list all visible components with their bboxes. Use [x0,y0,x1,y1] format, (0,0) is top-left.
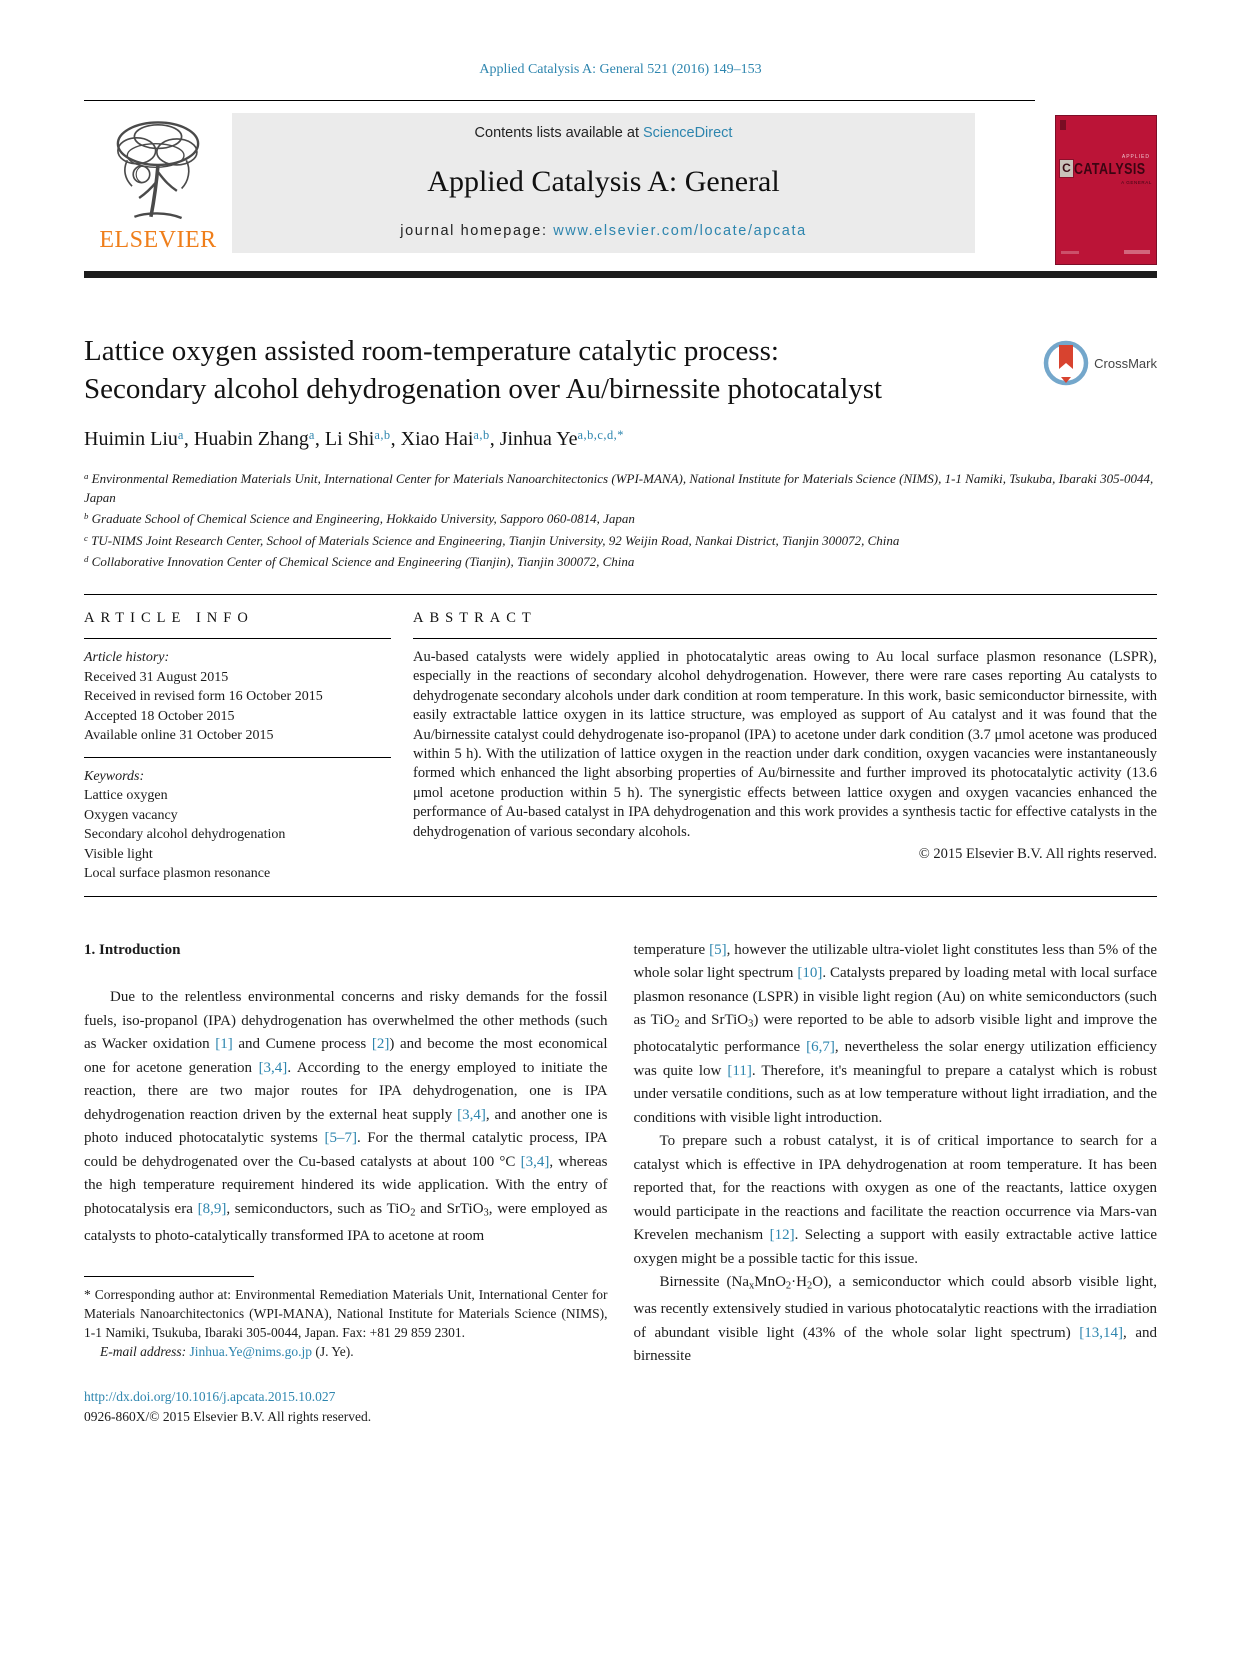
paragraph [634,1130,1158,1271]
text-segment: Environmental Remediation Materials Unit, International Center for Materials Nanoarchitectonics (WPI-MANA), National Institute for Materials Science (NIMS), 1-1 Namiki, Tsukuba, Ibaraki 305-0044, Japan [84,471,1154,505]
text-segment: , however the utilizable ultra-violet light constitutes less than 5% of the whole solar light spectrum [633,941,1157,982]
keywords-label: Keywords: [84,768,145,784]
keyword-item: Oxygen vacancy [84,807,178,823]
cover-applied-label: APPLIED [1121,154,1150,160]
affiliation-c [84,529,1157,550]
text-segment: ·H [791,1274,807,1291]
meta-section [84,595,1157,896]
text-segment: , whereas the high temperature requirement hindered its wide application. With the entry of photocatalysis era [84,1153,608,1217]
sciencedirect-link[interactable]: ScienceDirect [643,125,733,141]
footnote-rule [84,1276,254,1277]
crossmark-label: CrossMark [1094,355,1157,371]
email-line [84,1343,608,1362]
text-segment: , Huabin Zhang [183,428,309,451]
author-list [84,428,1157,451]
footnote-block [84,1276,608,1361]
cover-footer-mark2 [1061,251,1079,254]
affiliation-d [84,550,1157,571]
text-segment: a [177,428,184,442]
citation-ref[interactable]: [2] [371,1036,390,1053]
citation-ref[interactable]: [11] [727,1062,752,1079]
title-row [84,332,1157,408]
paragraph [84,986,608,1248]
crossmark-badge[interactable] [1043,340,1157,386]
citation-ref[interactable]: [3,4] [258,1059,288,1076]
header-divider-bar [84,271,1157,278]
text-segment: . Selecting a support with easily extractable active lattice oxygen might be a possible tactic for this issue. [633,1227,1158,1267]
text-segment: a [84,471,89,482]
elsevier-tree-icon [99,113,217,231]
text-segment: O), a semiconductor which could absorb visible light, was recently extensively studied in various photocatalytic reactions with the irradiation of abundant visible light (43% of the whole solar light spectrum) [633,1274,1157,1341]
text-segment: , nevertheless the solar energy utilization efficiency was quite low [633,1039,1157,1079]
cover-subtitle: A GENERAL [1121,180,1152,185]
cover-spine-mark [1060,120,1066,130]
text-segment: and Cumene process [232,1036,372,1053]
text-segment: . For the thermal catalytic process, IPA could be dehydrogenated over the Cu-based catalysts at about 100 °C [84,1130,608,1170]
homepage-label: journal homepage: [400,223,554,239]
article-title [84,332,882,408]
history-label: Article history: [84,650,170,666]
text-segment: Huimin Liu [84,428,178,451]
text-segment: c [84,532,88,543]
body-right-column [634,939,1158,1427]
text-segment: Birnessite (Na [659,1274,749,1291]
citation-ref[interactable]: [10] [797,965,823,982]
keywords-rule [84,757,391,758]
text-segment: 2 [806,1280,813,1292]
text-segment: . According to the energy employed to initiate the reaction, there are two major routes for IPA dehydrogenation, one is IPA dehydrogenation reaction driven by the external heat supply [84,1059,608,1123]
keyword-item: Lattice oxygen [84,788,168,804]
text-segment: , Li Shi [314,428,375,451]
history-line: Received 31 August 2015 [84,669,229,685]
text-segment: (J. Ye). [311,1343,354,1359]
article-title-line1: Lattice oxygen assisted room-temperature catalytic process: [84,335,779,367]
text-segment: To prepare such a robust catalyst, it is of critical importance to search for a catalyst which is effective in IPA dehydrogenation at room temperature. It has been reported that, for the reactions with oxygen as one of the reactants, lattice oxygen would participate in the reactions and facilitate the reaction occurrence via Mars-van Krevelen mechanism [633,1133,1157,1244]
journal-header [84,113,1157,265]
abstract-copyright: © 2015 Elsevier B.V. All rights reserved. [918,846,1157,863]
homepage-line [240,223,967,239]
text-segment: , were employed as catalysts to photo-catalytically transformed IPA to acetone at room [84,1200,608,1244]
article-title-line2: Secondary alcohol dehydrogenation over Au/birnessite photocatalyst [84,373,883,405]
journal-citation: Applied Catalysis A: General 521 (2016) 149–153 [479,62,762,77]
text-segment: temperature [633,941,710,958]
text-segment: MnO [754,1274,786,1291]
citation-ref[interactable]: [3,4] [520,1153,550,1170]
journal-homepage-link[interactable]: www.elsevier.com/locate/apcata [553,223,807,239]
cover-title: CATALYSIS [1074,159,1146,178]
citation-ref[interactable]: [1] [215,1036,233,1053]
elsevier-wordmark: ELSEVIER [99,227,217,253]
citation-ref[interactable]: [3,4] [457,1106,486,1123]
text-segment: and SrTiO [679,1012,749,1029]
citation-ref[interactable]: [8,9] [197,1200,227,1217]
text-segment: 3 [748,1018,754,1030]
keyword-item: Local surface plasmon resonance [84,866,271,882]
header-top-rule [84,100,1035,101]
email-link[interactable]: Jinhua.Ye@nims.go.jp [189,1343,312,1359]
history-line: Accepted 18 October 2015 [84,708,235,724]
issn-copyright-line: 0926-860X/© 2015 Elsevier B.V. All rights reserved. [84,1408,372,1424]
text-segment: E-mail address: [100,1343,190,1359]
text-segment: b [84,511,89,522]
text-segment: , and another one is photo induced photocatalytic systems [84,1106,608,1147]
text-segment: 3 [483,1207,489,1219]
section-heading-introduction: 1. Introduction [84,941,181,958]
text-segment: ) were reported to be able to adsorb visible light and improve the photocatalytic performance [633,1012,1157,1056]
citation-ref[interactable]: [6,7] [806,1039,835,1056]
citation-ref[interactable]: [5] [709,941,727,958]
affiliation-a [84,467,1157,507]
meta-bottom-rule [84,896,1157,897]
cover-c-box: C [1060,160,1073,177]
text-segment: 2 [785,1280,792,1292]
journal-cover-thumbnail[interactable] [1055,115,1157,265]
cover-footer-mark [1124,250,1150,254]
history-line: Available online 31 October 2015 [84,728,274,744]
citation-ref[interactable]: [13,14] [1079,1324,1124,1341]
abstract-text: Au-based catalysts were widely applied in photocatalytic areas owing to Au local surface plasmon resonance (LSPR), especially in the reactions of secondary alcohol dehydrogenation. However, there were rare cases reporting Au catalysts to dehydrogenate secondary alcohols under dark condition at room temperature. In this work, basic semiconductor birnessite, with easily extractable lattice oxygen in its lattice structure, was employed as support of Au catalyst and it was found that the Au/birnessite catalyst could dehydrogenate iso-propanol (IPA) to acetone under dark condition (3.7 μmol acetone was produced within 5 h). With the utilization of lattice oxygen in the reaction under dark condition, oxygen vacancies were instantaneously formed which enhanced the light absorbing properties of Au/birnessite and further improved its photocatalytic activity (13.6 μmol acetone production within 5 h). The synergistic effects between lattice oxygen and oxygen vacancies enhanced the performance of Au-based catalyst in IPA dehydrogenation and this work provides a synthesis tactic for effective catalysts in the dehydrogenation of various secondary alcohols. [413,648,1157,840]
contents-text: Contents lists available at [474,125,643,141]
text-segment: 2 [674,1018,680,1030]
doi-block [84,1387,608,1426]
text-segment: a [308,428,315,442]
text-segment: . Therefore, it's meaningful to prepare a catalyst which is robust under versatile conditions, such as at low temperature without light irradiation, and the conditions with visible light introduction. [633,1062,1157,1126]
crossmark-icon [1043,340,1089,386]
cover-title-row [1060,160,1153,177]
contents-line [240,125,967,141]
keyword-item: Secondary alcohol dehydrogenation [84,827,286,843]
text-segment: d [84,554,89,565]
text-segment: 2 [410,1207,416,1219]
text-segment: a,b,c,d,* [577,428,624,442]
body-left-column [84,939,608,1427]
citation-ref[interactable]: [5–7] [324,1130,357,1147]
text-segment: and SrTiO [415,1200,484,1217]
citation-ref[interactable]: [12] [769,1227,795,1244]
text-segment: . Catalysts prepared by loading metal with local surface plasmon resonance (LSPR) in visible light region (Au) on white semiconductors (such as TiO [633,965,1157,1029]
text-segment: Graduate School of Chemical Science and Engineering, Hokkaido University, Sapporo 060-0814, Japan [88,511,635,527]
affiliation-b [84,507,1157,528]
text-segment: Due to the relentless environmental concerns and risky demands for the fossil fuels, iso-propanol (IPA) dehydrogenation has overwhelmed the other methods (such as Wacker oxidation [84,989,608,1053]
keyword-item: Visible light [84,846,153,862]
text-segment: ) and become the most economical one for acetone generation [84,1036,608,1076]
text-segment: a,b [473,428,490,442]
text-segment: , semiconductors, such as TiO [226,1200,411,1217]
text-segment: Collaborative Innovation Center of Chemical Science and Engineering (Tianjin), Tianjin 300072, China [88,554,635,570]
article-info-rule [84,638,391,639]
article-info-column [84,609,391,884]
journal-title: Applied Catalysis A: General [427,165,780,198]
doi-link[interactable]: http://dx.doi.org/10.1016/j.apcata.2015.10.027 [84,1389,336,1405]
article-info-heading: ARTICLE INFO [84,609,254,626]
elsevier-logo[interactable] [84,113,232,254]
corresponding-author-note: * Corresponding author at: Environmental Remediation Materials Unit, International Center for Materials Nanoarchitectonics (WPI-MANA), National Institute for Materials Science (NIMS), 1-1 Namiki, Tsukuba, Ibaraki 305-0044, Japan. Fax: +81 29 859 2301. [84,1287,608,1340]
history-line: Received in revised form 16 October 2015 [84,689,323,705]
text-segment: TU-NIMS Joint Research Center, School of Materials Science and Engineering, Tianjin University, 92 Weijin Road, Nankai District, Tianjin 300072, China [87,532,900,548]
abstract-rule [413,638,1157,639]
affiliations [84,467,1157,571]
text-segment: , and birnessite [633,1324,1157,1365]
paragraph [634,939,1158,1131]
text-segment: , Xiao Hai [390,428,474,451]
abstract-column [413,609,1157,884]
abstract-heading: ABSTRACT [413,609,537,626]
journal-banner [232,113,975,253]
text-segment: a,b [374,428,391,442]
paragraph [634,1271,1158,1369]
article-body [84,939,1157,1427]
text-segment: x [748,1280,755,1292]
text-segment: , Jinhua Ye [489,428,578,451]
